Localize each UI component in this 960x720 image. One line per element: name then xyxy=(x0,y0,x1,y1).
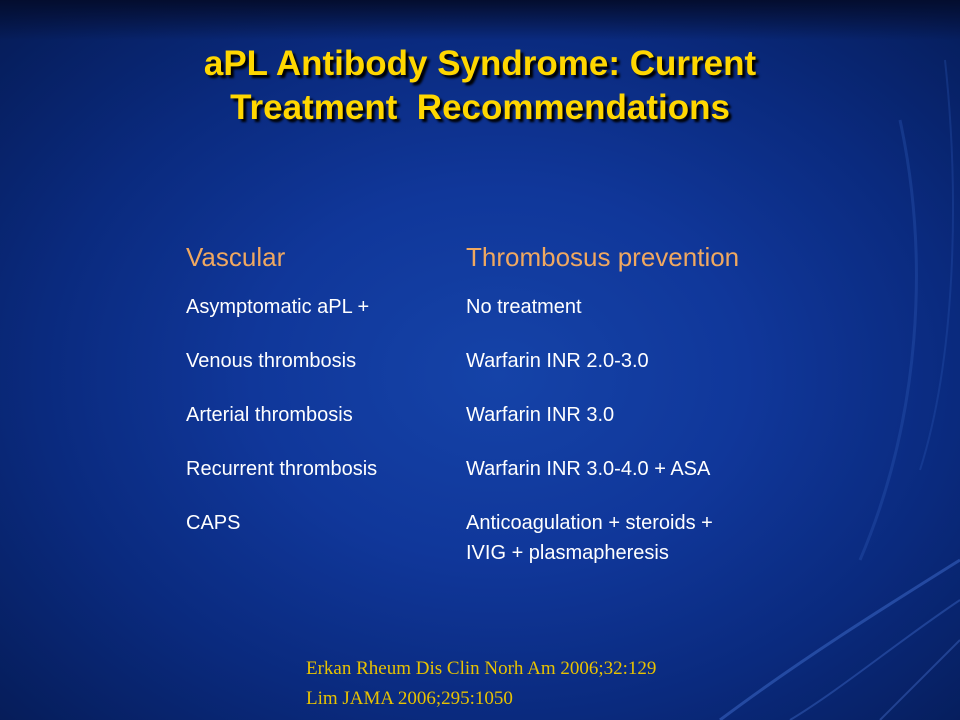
slide-title xyxy=(60,42,900,130)
slide-title-line-2: Treatment Recommendations xyxy=(230,88,730,127)
treatment-cell: Warfarin INR 2.0-3.0 xyxy=(466,350,649,372)
condition-cell: Asymptomatic aPL + xyxy=(186,296,370,318)
treatment-cell-multiline xyxy=(466,508,713,568)
treatment-line: Anticoagulation + steroids + xyxy=(466,512,713,534)
header-vascular: Vascular xyxy=(186,242,286,272)
header-thrombosis-prevention: Thrombosus prevention xyxy=(466,242,740,272)
condition-cell: Recurrent thrombosis xyxy=(186,458,378,480)
slide-title-line-1: aPL Antibody Syndrome: Current xyxy=(203,44,757,83)
treatment-cell: No treatment xyxy=(466,296,582,318)
reference-item: Lim JAMA 2006;295:1050 xyxy=(306,688,513,709)
condition-cell: CAPS xyxy=(186,512,241,534)
treatment-line: IVIG + plasmapheresis xyxy=(466,542,669,564)
condition-cell: Venous thrombosis xyxy=(186,350,357,372)
treatment-cell: Warfarin INR 3.0-4.0 + ASA xyxy=(466,458,711,480)
references xyxy=(306,654,656,714)
reference-item: Erkan Rheum Dis Clin Norh Am 2006;32:129 xyxy=(306,658,657,679)
treatment-cell: Warfarin INR 3.0 xyxy=(466,404,615,426)
condition-cell: Arterial thrombosis xyxy=(186,404,353,426)
